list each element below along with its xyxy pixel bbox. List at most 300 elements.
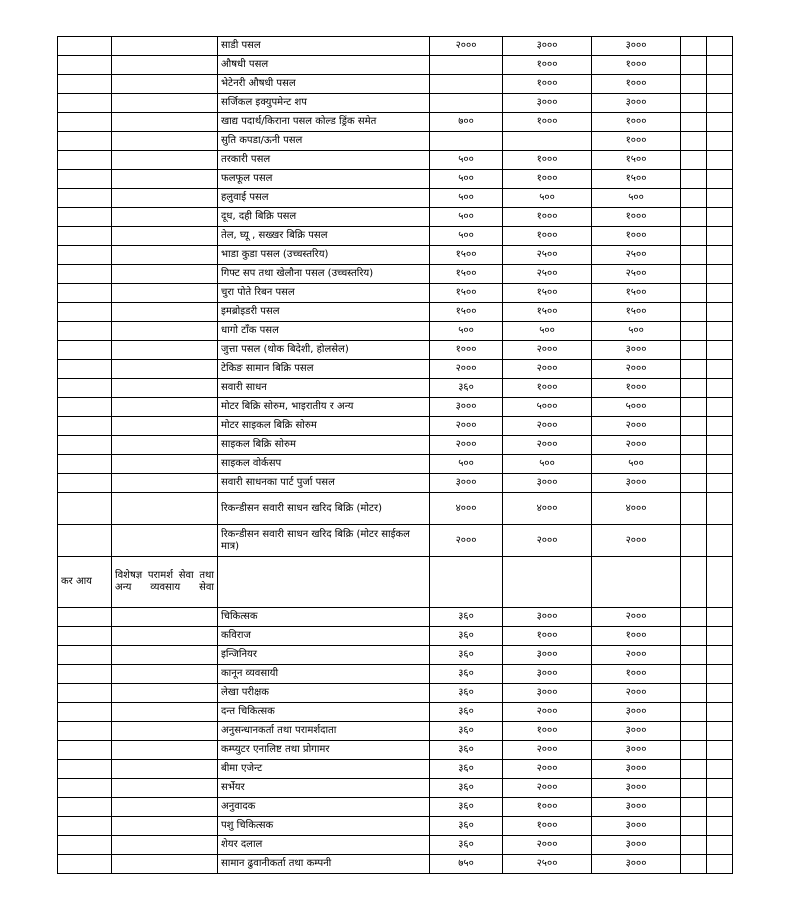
rate-cell-3: ३००० <box>592 855 681 874</box>
item-name-cell: सवारी साधन <box>218 379 430 398</box>
blank-cell <box>58 284 112 303</box>
table-row <box>58 132 733 151</box>
blank-cell <box>58 855 112 874</box>
blank-cell <box>707 132 733 151</box>
blank-cell <box>707 56 733 75</box>
rate-cell-1: ७०० <box>430 113 503 132</box>
rate-cell-3: १५०० <box>592 151 681 170</box>
rate-cell-3: २००० <box>592 360 681 379</box>
rate-cell-3: १५०० <box>592 284 681 303</box>
rate-cell-3: २५०० <box>592 265 681 284</box>
table-row <box>58 246 733 265</box>
rate-cell-1: ४००० <box>430 493 503 525</box>
item-name-cell: जुत्ता पसल (थोक बिदेशी, होलसेल) <box>218 341 430 360</box>
rate-cell-2: १००० <box>503 56 592 75</box>
rate-cell-3: ५००० <box>592 398 681 417</box>
blank-cell <box>58 627 112 646</box>
rate-cell-2: १००० <box>503 817 592 836</box>
blank-cell <box>112 493 218 525</box>
rate-cell-3: ३००० <box>592 760 681 779</box>
item-name-cell: सर्जिकल इक्युपमेन्ट शप <box>218 94 430 113</box>
rate-cell-2: ३००० <box>503 646 592 665</box>
rate-cell-1: ५०० <box>430 170 503 189</box>
blank-cell <box>707 417 733 436</box>
rate-cell-1: २००० <box>430 417 503 436</box>
rate-cell-3: १००० <box>592 379 681 398</box>
item-name-cell: धागो टाँक पसल <box>218 322 430 341</box>
blank-cell <box>58 703 112 722</box>
table-row <box>58 208 733 227</box>
blank-cell <box>681 132 707 151</box>
blank-cell <box>707 741 733 760</box>
blank-cell <box>681 493 707 525</box>
item-name-cell: कानून व्यवसायी <box>218 665 430 684</box>
blank-cell <box>58 417 112 436</box>
rate-cell-3: ३००० <box>592 817 681 836</box>
blank-cell <box>707 208 733 227</box>
rate-cell-1: ५०० <box>430 322 503 341</box>
rate-cell-1: २००० <box>430 525 503 557</box>
rate-cell-2: १००० <box>503 151 592 170</box>
table-row <box>58 855 733 874</box>
blank-cell <box>112 608 218 627</box>
item-name-cell: सामान ढुवानीकर्ता तथा कम्पनी <box>218 855 430 874</box>
rate-cell-3: ३००० <box>592 722 681 741</box>
rate-cell-2: ३००० <box>503 474 592 493</box>
table-row <box>58 227 733 246</box>
rate-cell-2: २५०० <box>503 246 592 265</box>
rate-cell-1: ३६० <box>430 379 503 398</box>
blank-cell <box>681 557 707 608</box>
blank-cell <box>112 56 218 75</box>
blank-cell <box>218 557 430 608</box>
rate-cell-3: ५०० <box>592 455 681 474</box>
blank-cell <box>707 436 733 455</box>
rate-cell-1: २००० <box>430 360 503 379</box>
blank-cell <box>112 741 218 760</box>
rate-cell-1: ३६० <box>430 798 503 817</box>
blank-cell <box>681 303 707 322</box>
item-name-cell: गिफ्ट सप तथा खेलौना पसल (उच्चस्तरिय) <box>218 265 430 284</box>
item-name-cell: शेयर दलाल <box>218 836 430 855</box>
rate-cell-1: ५०० <box>430 151 503 170</box>
blank-cell <box>112 703 218 722</box>
rate-cell-3: २००० <box>592 436 681 455</box>
blank-cell <box>707 75 733 94</box>
rate-cell-1: ३६० <box>430 760 503 779</box>
rate-cell-1: १५०० <box>430 303 503 322</box>
rate-cell-3: ३००० <box>592 37 681 56</box>
blank-cell <box>112 646 218 665</box>
table-row <box>58 56 733 75</box>
item-name-cell: तेल, घ्यू , सख्खर बिक्रि पसल <box>218 227 430 246</box>
blank-cell <box>681 455 707 474</box>
blank-cell <box>681 37 707 56</box>
rate-cell-2: ५०० <box>503 322 592 341</box>
blank-cell <box>112 151 218 170</box>
rate-cell-3: २००० <box>592 417 681 436</box>
rate-cell-1: २००० <box>430 436 503 455</box>
rate-cell-2: २००० <box>503 760 592 779</box>
blank-cell <box>112 525 218 557</box>
item-name-cell: रिकन्डीसन सवारी साधन खरिद बिक्रि (मोटर साईकल मात्र) <box>218 525 430 557</box>
rate-cell-3: १००० <box>592 132 681 151</box>
blank-cell <box>58 741 112 760</box>
blank-cell <box>707 665 733 684</box>
item-name-cell: भेटेनरी औषधी पसल <box>218 75 430 94</box>
table-row <box>58 94 733 113</box>
blank-cell <box>707 760 733 779</box>
blank-cell <box>707 684 733 703</box>
blank-cell <box>112 684 218 703</box>
blank-cell <box>58 817 112 836</box>
blank-cell <box>112 855 218 874</box>
blank-cell <box>112 398 218 417</box>
item-name-cell: सर्भेयर <box>218 779 430 798</box>
table-row <box>58 379 733 398</box>
blank-cell <box>707 227 733 246</box>
table-row <box>58 665 733 684</box>
blank-cell <box>681 322 707 341</box>
rate-cell-1: १५०० <box>430 284 503 303</box>
item-name-cell: चिकित्सक <box>218 608 430 627</box>
blank-cell <box>112 132 218 151</box>
table-row <box>58 627 733 646</box>
blank-cell <box>58 525 112 557</box>
rate-cell-1: ५०० <box>430 208 503 227</box>
blank-cell <box>503 557 592 608</box>
blank-cell <box>112 417 218 436</box>
table-row <box>58 817 733 836</box>
blank-cell <box>58 94 112 113</box>
table-row <box>58 722 733 741</box>
blank-cell <box>58 684 112 703</box>
blank-cell <box>681 836 707 855</box>
rate-cell-2: १००० <box>503 113 592 132</box>
table-row <box>58 474 733 493</box>
blank-cell <box>112 436 218 455</box>
rate-cell-3: १००० <box>592 208 681 227</box>
blank-cell <box>58 56 112 75</box>
rate-cell-1: ३६० <box>430 779 503 798</box>
blank-cell <box>681 798 707 817</box>
rate-cell-3: ३००० <box>592 94 681 113</box>
blank-cell <box>707 284 733 303</box>
item-name-cell: साडी पसल <box>218 37 430 56</box>
blank-cell <box>58 360 112 379</box>
rate-cell-2 <box>503 132 592 151</box>
blank-cell <box>707 322 733 341</box>
blank-cell <box>112 455 218 474</box>
table-row <box>58 779 733 798</box>
blank-cell <box>707 398 733 417</box>
blank-cell <box>707 627 733 646</box>
item-name-cell: हलुवाई पसल <box>218 189 430 208</box>
blank-cell <box>707 817 733 836</box>
table-body <box>58 37 733 874</box>
blank-cell <box>681 94 707 113</box>
rate-cell-3: १००० <box>592 627 681 646</box>
blank-cell <box>707 722 733 741</box>
table-row <box>58 189 733 208</box>
rate-cell-3: ३००० <box>592 798 681 817</box>
blank-cell <box>707 189 733 208</box>
rate-cell-1: २००० <box>430 37 503 56</box>
blank-cell <box>112 208 218 227</box>
table-row <box>58 836 733 855</box>
blank-cell <box>681 398 707 417</box>
item-name-cell: मोटर साइकल बिक्रि सोरुम <box>218 417 430 436</box>
rate-cell-2: ४००० <box>503 493 592 525</box>
rate-cell-3: ४००० <box>592 493 681 525</box>
blank-cell <box>58 665 112 684</box>
blank-cell <box>112 265 218 284</box>
blank-cell <box>681 113 707 132</box>
blank-cell <box>707 94 733 113</box>
table-row <box>58 75 733 94</box>
item-name-cell: साइकल बिक्रि सोरुम <box>218 436 430 455</box>
rate-cell-2: ५०० <box>503 189 592 208</box>
rate-cell-2: ३००० <box>503 608 592 627</box>
section-row <box>58 557 733 608</box>
table-row <box>58 684 733 703</box>
item-name-cell: टेकिङ सामान बिक्रि पसल <box>218 360 430 379</box>
rate-cell-3: ३००० <box>592 474 681 493</box>
blank-cell <box>58 189 112 208</box>
rate-cell-3: २००० <box>592 608 681 627</box>
rate-cell-3: १००० <box>592 227 681 246</box>
blank-cell <box>707 855 733 874</box>
table-row <box>58 265 733 284</box>
blank-cell <box>707 113 733 132</box>
blank-cell <box>112 474 218 493</box>
blank-cell <box>707 37 733 56</box>
blank-cell <box>112 665 218 684</box>
blank-cell <box>681 246 707 265</box>
rate-cell-3: १००० <box>592 665 681 684</box>
blank-cell <box>58 151 112 170</box>
table-row <box>58 303 733 322</box>
rate-cell-1: ३६० <box>430 817 503 836</box>
item-name-cell: भाडा कुडा पसल (उच्चस्तरिय) <box>218 246 430 265</box>
blank-cell <box>112 798 218 817</box>
table-row <box>58 284 733 303</box>
blank-cell <box>58 474 112 493</box>
blank-cell <box>681 608 707 627</box>
rate-cell-2: १००० <box>503 208 592 227</box>
rate-cell-2: ५०० <box>503 455 592 474</box>
rate-cell-1: ५०० <box>430 189 503 208</box>
blank-cell <box>112 94 218 113</box>
table-row <box>58 322 733 341</box>
blank-cell <box>707 525 733 557</box>
item-name-cell: खाद्य पदार्थ/किराना पसल कोल्ड ड्रिंक समेत <box>218 113 430 132</box>
rate-cell-3: ३००० <box>592 836 681 855</box>
blank-cell <box>58 208 112 227</box>
rate-cell-3: १५०० <box>592 303 681 322</box>
blank-cell <box>112 379 218 398</box>
rate-cell-1: ३६० <box>430 627 503 646</box>
table-row <box>58 360 733 379</box>
blank-cell <box>58 760 112 779</box>
rate-cell-2: २००० <box>503 703 592 722</box>
blank-cell <box>112 246 218 265</box>
blank-cell <box>112 113 218 132</box>
rate-cell-2: १००० <box>503 798 592 817</box>
rate-cell-2: २००० <box>503 779 592 798</box>
rate-cell-2: १००० <box>503 170 592 189</box>
item-name-cell: इमब्रोइडरी पसल <box>218 303 430 322</box>
rate-cell-2: ३००० <box>503 665 592 684</box>
table-row <box>58 703 733 722</box>
blank-cell <box>58 37 112 56</box>
rate-cell-3: ३००० <box>592 779 681 798</box>
blank-cell <box>112 303 218 322</box>
blank-cell <box>112 760 218 779</box>
blank-cell <box>681 208 707 227</box>
blank-cell <box>681 684 707 703</box>
blank-cell <box>58 303 112 322</box>
blank-cell <box>707 246 733 265</box>
rate-cell-1: ३६० <box>430 665 503 684</box>
blank-cell <box>707 798 733 817</box>
rate-cell-3: २००० <box>592 525 681 557</box>
blank-cell <box>112 284 218 303</box>
blank-cell <box>681 360 707 379</box>
blank-cell <box>58 132 112 151</box>
rate-cell-1: १५०० <box>430 246 503 265</box>
table-row <box>58 493 733 525</box>
blank-cell <box>707 646 733 665</box>
rate-cell-2: २५०० <box>503 265 592 284</box>
item-name-cell: सुति कपडा/ऊनी पसल <box>218 132 430 151</box>
blank-cell <box>681 75 707 94</box>
table-row <box>58 525 733 557</box>
rate-cell-1: ३६० <box>430 608 503 627</box>
blank-cell <box>707 608 733 627</box>
rate-cell-2: २००० <box>503 836 592 855</box>
rate-cell-2: १५०० <box>503 303 592 322</box>
blank-cell <box>707 779 733 798</box>
table-row <box>58 398 733 417</box>
item-name-cell: फलफूल पसल <box>218 170 430 189</box>
rate-cell-1: ३००० <box>430 398 503 417</box>
blank-cell <box>681 189 707 208</box>
table-row <box>58 417 733 436</box>
blank-cell <box>707 455 733 474</box>
rate-cell-2: ३००० <box>503 94 592 113</box>
blank-cell <box>681 379 707 398</box>
item-name-cell: लेखा परीक्षक <box>218 684 430 703</box>
blank-cell <box>681 417 707 436</box>
blank-cell <box>58 227 112 246</box>
blank-cell <box>58 246 112 265</box>
blank-cell <box>112 227 218 246</box>
blank-cell <box>58 170 112 189</box>
blank-cell <box>707 151 733 170</box>
blank-cell <box>707 303 733 322</box>
table-row <box>58 798 733 817</box>
rate-cell-1: ३६० <box>430 646 503 665</box>
blank-cell <box>112 722 218 741</box>
blank-cell <box>112 817 218 836</box>
blank-cell <box>681 817 707 836</box>
blank-cell <box>58 798 112 817</box>
blank-cell <box>112 360 218 379</box>
rate-cell-1: ३६० <box>430 836 503 855</box>
rate-cell-2: १५०० <box>503 284 592 303</box>
rate-cell-2: १००० <box>503 627 592 646</box>
table-row <box>58 170 733 189</box>
table-row <box>58 436 733 455</box>
item-name-cell: अनुवादक <box>218 798 430 817</box>
table-row <box>58 151 733 170</box>
blank-cell <box>681 722 707 741</box>
blank-cell <box>112 170 218 189</box>
rate-cell-2: १००० <box>503 75 592 94</box>
blank-cell <box>112 75 218 94</box>
blank-cell <box>681 627 707 646</box>
item-name-cell: सवारी साधनका पार्ट पुर्जा पसल <box>218 474 430 493</box>
rate-cell-1: ३६० <box>430 684 503 703</box>
blank-cell <box>707 379 733 398</box>
rate-cell-2: १००० <box>503 227 592 246</box>
blank-cell <box>112 627 218 646</box>
rate-cell-2: २००० <box>503 341 592 360</box>
blank-cell <box>707 836 733 855</box>
blank-cell <box>681 703 707 722</box>
item-name-cell: मोटर बिक्रि सोरुम, भाइरातीय र अन्य <box>218 398 430 417</box>
blank-cell <box>58 265 112 284</box>
rate-cell-1 <box>430 75 503 94</box>
blank-cell <box>681 474 707 493</box>
rate-cell-1: ५०० <box>430 455 503 474</box>
blank-cell <box>681 646 707 665</box>
blank-cell <box>681 779 707 798</box>
blank-cell <box>58 322 112 341</box>
blank-cell <box>707 265 733 284</box>
item-name-cell: दन्त चिकित्सक <box>218 703 430 722</box>
blank-cell <box>707 474 733 493</box>
blank-cell <box>681 151 707 170</box>
rate-cell-3: २५०० <box>592 246 681 265</box>
table-row <box>58 760 733 779</box>
item-name-cell: इन्जिनियर <box>218 646 430 665</box>
item-name-cell: चुरा पोते रिबन पसल <box>218 284 430 303</box>
blank-cell <box>58 379 112 398</box>
fee-schedule-table <box>57 36 733 874</box>
rate-cell-3: २००० <box>592 646 681 665</box>
rate-cell-2: ३००० <box>503 37 592 56</box>
blank-cell <box>58 646 112 665</box>
rate-cell-2: १००० <box>503 379 592 398</box>
rate-cell-1 <box>430 94 503 113</box>
blank-cell <box>58 455 112 474</box>
blank-cell <box>681 741 707 760</box>
blank-cell <box>112 341 218 360</box>
blank-cell <box>681 284 707 303</box>
blank-cell <box>681 265 707 284</box>
blank-cell <box>112 836 218 855</box>
rate-cell-2: ५००० <box>503 398 592 417</box>
rate-cell-1: ३००० <box>430 474 503 493</box>
blank-cell <box>592 557 681 608</box>
blank-cell <box>681 436 707 455</box>
rate-cell-2: १००० <box>503 722 592 741</box>
table-row <box>58 455 733 474</box>
item-name-cell: तरकारी पसल <box>218 151 430 170</box>
blank-cell <box>112 779 218 798</box>
